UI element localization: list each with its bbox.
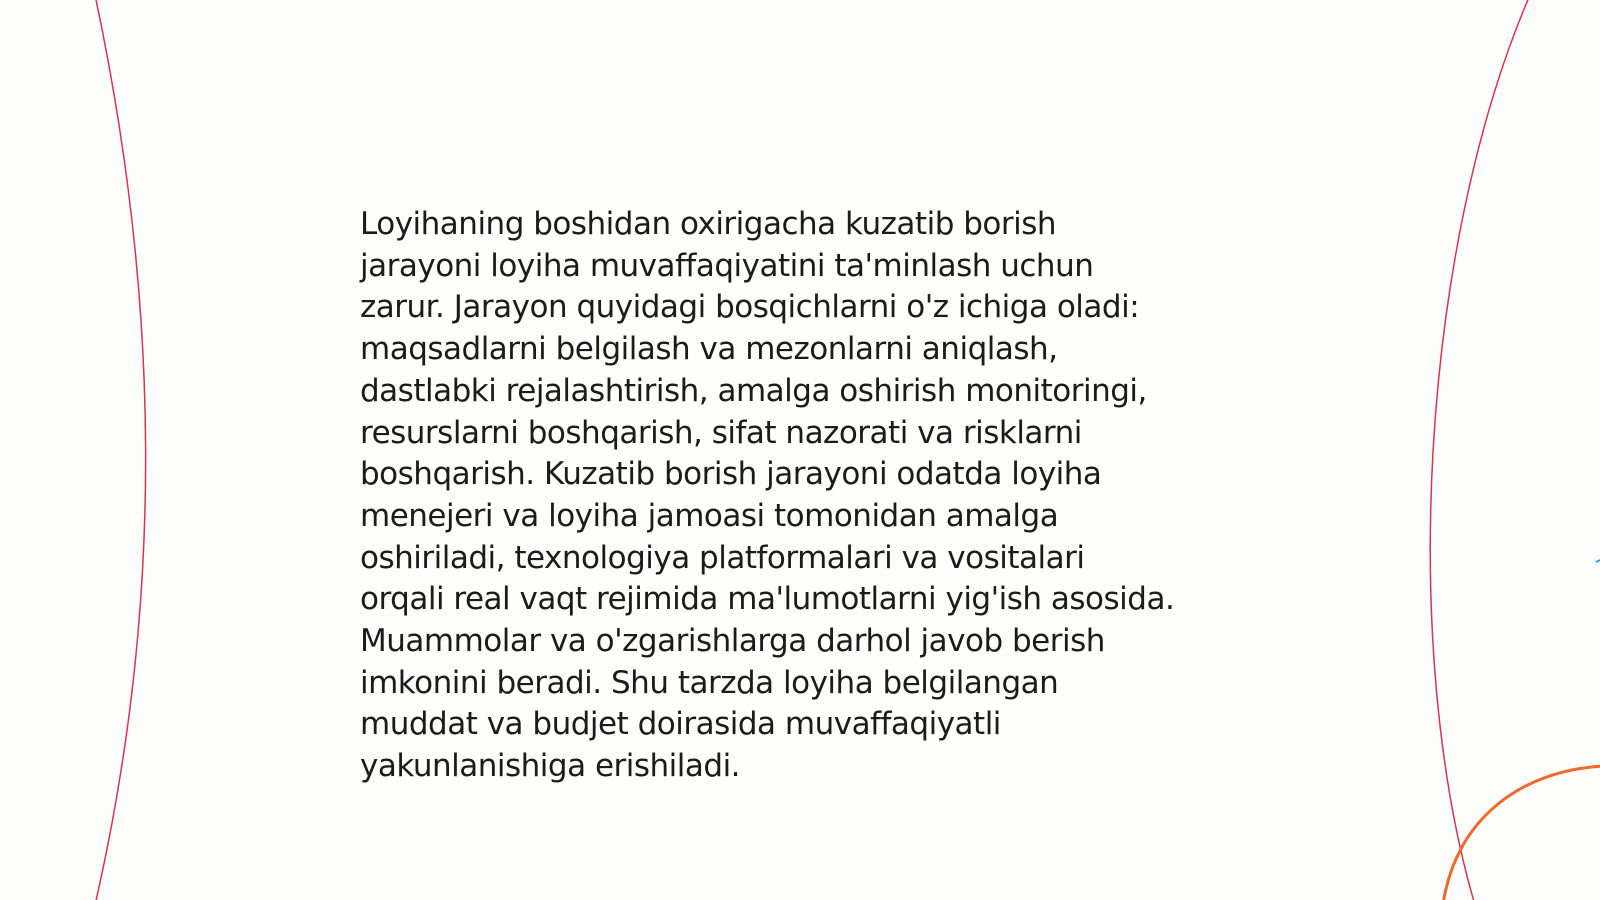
paragraph-line: Loyihaning boshidan oxirigacha kuzatib borish	[360, 206, 1057, 242]
paragraph-line: maqsadlarni belgilash va mezonlarni aniqlash,	[360, 331, 1058, 368]
paragraph-line: zarur. Jarayon quyidagi bosqichlarni o'z ichiga oladi:	[360, 289, 1140, 326]
paragraph-line: imkonini beradi. Shu tarzda loyiha belgilangan	[360, 664, 1059, 701]
paragraph-line: muddat va budjet doirasida muvaffaqiyatli	[360, 706, 1001, 743]
paragraph-line: dastlabki rejalashtirish, amalga oshirish monitoringi,	[360, 372, 1147, 409]
paragraph-line: orqali real vaqt rejimida ma'lumotlarni yig'ish asosida.	[360, 581, 1175, 618]
paragraph-line: yakunlanishiga erishiladi.	[360, 748, 741, 785]
paragraph-line: boshqarish. Kuzatib borish jarayoni odatda loyiha	[360, 456, 1102, 493]
right-curve-line	[1430, 0, 1530, 900]
paragraph-line: oshiriladi, texnologiya platformalari va vositalari	[360, 539, 1085, 576]
teal-mark-icon	[1596, 560, 1600, 562]
left-curve-line	[95, 0, 146, 900]
body-paragraph	[360, 204, 1260, 788]
orange-arc-icon	[1443, 766, 1600, 900]
paragraph-line: jarayoni loyiha muvaffaqiyatini ta'minlash uchun	[360, 247, 1094, 284]
paragraph-line: resurslarni boshqarish, sifat nazorati va risklarni	[360, 414, 1082, 451]
paragraph-line: Muammolar va o'zgarishlarga darhol javob berish	[360, 623, 1105, 660]
paragraph-line: menejeri va loyiha jamoasi tomonidan amalga	[360, 497, 1059, 534]
